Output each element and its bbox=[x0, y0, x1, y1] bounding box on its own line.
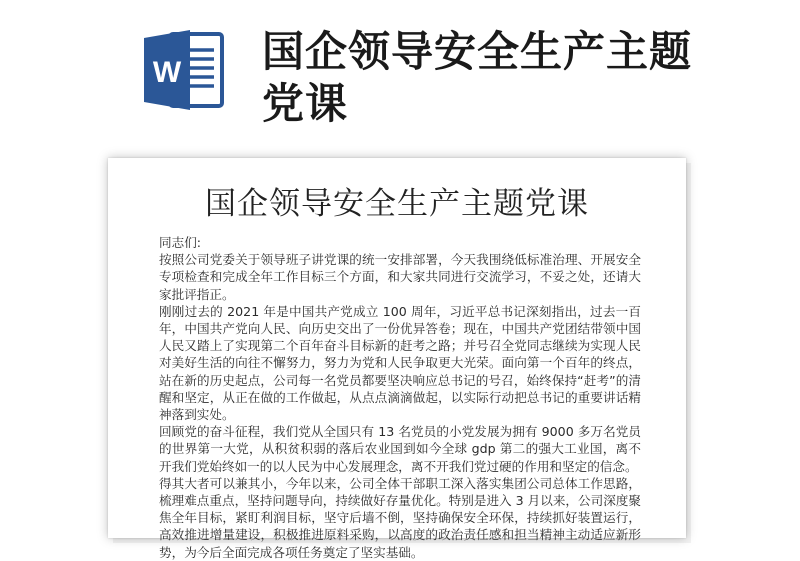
paragraph: 得其大者可以兼其小，今年以来，公司全体干部职工深入落实集团公司总体工作思路，梳理难点重点，坚持问题导向，持续做好存量优化。特别是进入 3 月以来，公司深度聚焦全年目标，紧盯利润目标，坚守后墙不倒，坚持确保安全环保，持续抓好装置运行，高效推进增量建设，积极推进原料采购，以高度的政治责任感和担当精神主动适应新形势，为今后全面完成各项任务奠定了坚实基础。 bbox=[159, 475, 641, 560]
document-title: 国企领导安全生产主题党课 bbox=[205, 186, 589, 222]
document-page bbox=[108, 158, 686, 560]
paragraph: 刚刚过去的 2021 年是中国共产党成立 100 周年，习近平总书记深刻指出，过去一百年，中国共产党向人民、向历史交出了一份优异答卷；现在，中国共产党团结带领中国人民又踏上了实现第二个百年奋斗目标新的赶考之路；并号召全党同志继续为实现人民对美好生活的向往不懈努力，努力为党和人民争取更大光荣。面向第一个百年的终点，站在新的历史起点，公司每一名党员都要坚决响应总书记的号召，始终保持“赶考”的清醒和坚定，从正在做的工作做起，从点点滴滴做起，以实际行动把总书记的重要讲话精神落到实处。 bbox=[159, 303, 641, 423]
header bbox=[0, 0, 800, 150]
paragraph: 回顾党的奋斗征程，我们党从全国只有 13 名党员的小党发展为拥有 9000 多万名党员的世界第一大党，从积贫积弱的落后农业国到如今全球 gdp 第二的强大工业国，离不开我们党始终如一的以人民为中心发展理念，离不开我们党过硬的作用和坚定的信念。 bbox=[159, 424, 641, 474]
word-icon-letter: W bbox=[152, 56, 182, 89]
header-title: 国企领导安全生产主题党课 bbox=[262, 27, 693, 128]
document-body bbox=[159, 234, 641, 561]
paragraph: 按照公司党委关于领导班子讲党课的统一安排部署，今天我围绕低标准治理、开展安全专项检查和完成全年工作目标三个方面，和大家共同进行交流学习，不妥之处，还请大家批评指正。 bbox=[159, 252, 641, 302]
word-document-icon bbox=[140, 24, 226, 114]
salutation: 同志们: bbox=[159, 235, 202, 250]
